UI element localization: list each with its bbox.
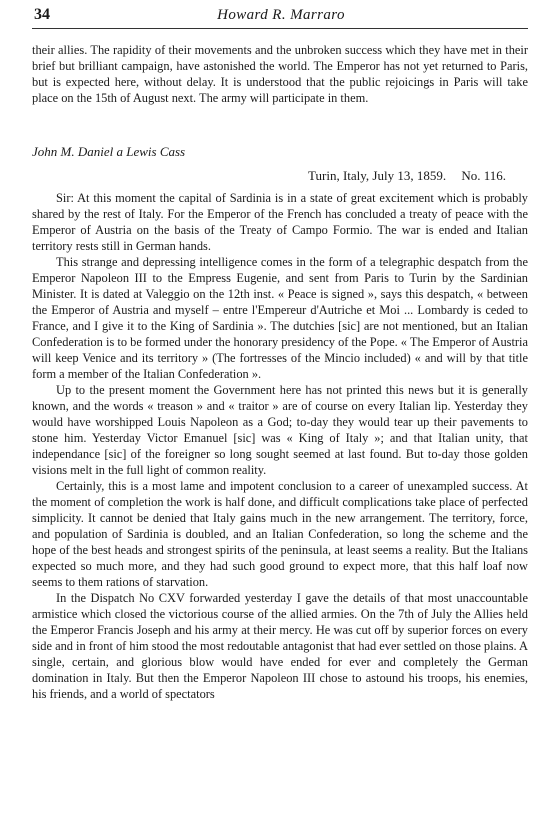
- letter-dateline: [32, 168, 528, 184]
- letter-paragraph: Certainly, this is a most lame and impotent conclusion to a career of unexampled success. At the moment of completion the work is half done, and difficult complications take place of perfected simplicity. It cannot be denied that Italy gains much in the new arrangement. The territory, force, and population of Sardinia is doubled, and an Italian Confederation, so long the scheme and the hope of the best heads and strongest spirits of the peninsula, at least seems a reality. But the Italians expected so much more, and they had such good ground to expect more, that this half loaf now seems to them rations of starvation.: [32, 479, 528, 589]
- page-number: 34: [34, 6, 50, 23]
- letter-paragraph: Up to the present moment the Government here has not printed this news but it is generally known, and the words « treason » and « traitor » are of course on every Italian lip. Yesterday they would have worshipped Louis Napoleon as a God; to-day they would tear up their pavements to stone him. Yesterday Victor Emanuel [sic] was « King of Italy »; and that Italian unity, that independance [sic] of the foreigner so long sought seemed at last found. But to-day those golden visions melt in the full light of common reality.: [32, 383, 528, 477]
- section-gap: [32, 106, 528, 144]
- page-body: [32, 42, 528, 702]
- letter-number: No. 116.: [461, 168, 506, 183]
- header-rule: [32, 28, 528, 29]
- intro-paragraph: their allies. The rapidity of their movements and the unbroken success which they have met in their brief but brilliant campaign, have astonished the world. The Emperor has not yet returned to Paris, but is expected here, without delay. It is understood that the public rejoicings in Paris will take place on the 15th of August next. The army will participate in them.: [32, 43, 528, 105]
- page-header: [34, 6, 528, 28]
- letter-paragraph: Sir: At this moment the capital of Sardinia is in a state of great excitement which is probably shared by the rest of Italy. For the Emperor of the French has concluded a treaty of peace with the Emperor of Austria on the basis of the Treaty of Campo Formio. The war is ended and Italian territory rests still in German hands.: [32, 191, 528, 253]
- letter-place-date: Turin, Italy, July 13, 1859.: [308, 168, 447, 183]
- running-title: Howard R. Marraro: [217, 7, 345, 23]
- letter-paragraph: In the Dispatch No CXV forwarded yesterday I gave the details of that most unaccountable armistice which closed the victorious course of the allied armies. On the 7th of July the Allies held the Emperor Francis Joseph and his army at their mercy. He was cut off by superior forces on every side and in front of him stood the most redoutable antagonist that had ever settled on those plains. A single, certain, and glorious blow would have ended for ever and completely the German domination in Italy. But then the Emperor Napoleon III chose to astound his troops, his enemies, his friends, and a world of spectators: [32, 591, 528, 701]
- letter-title: John M. Daniel a Lewis Cass: [32, 144, 186, 159]
- letter-paragraph: This strange and depressing intelligence comes in the form of a telegraphic despatch from the Emperor Napoleon III to the Empress Eugenie, and sent from Paris to Turin by the Sardinian Minister. It is dated at Valeggio on the 12th inst. « Peace is signed », says this despatch, « between the Emperor of Austria and myself – entre l'Empereur d'Autriche et Moi ... Lombardy is ceded to France, and I give it to the King of Sardinia ». The dutchies [sic] are not mentioned, but an Italian Confederation is to be formed under the honorary presidency of the Pope. « The Emperor of Austria will keep Venice and its territory » (The fortresses of the Mincio included) « and will by that title form a member of the Italian Confederation ».: [32, 255, 528, 381]
